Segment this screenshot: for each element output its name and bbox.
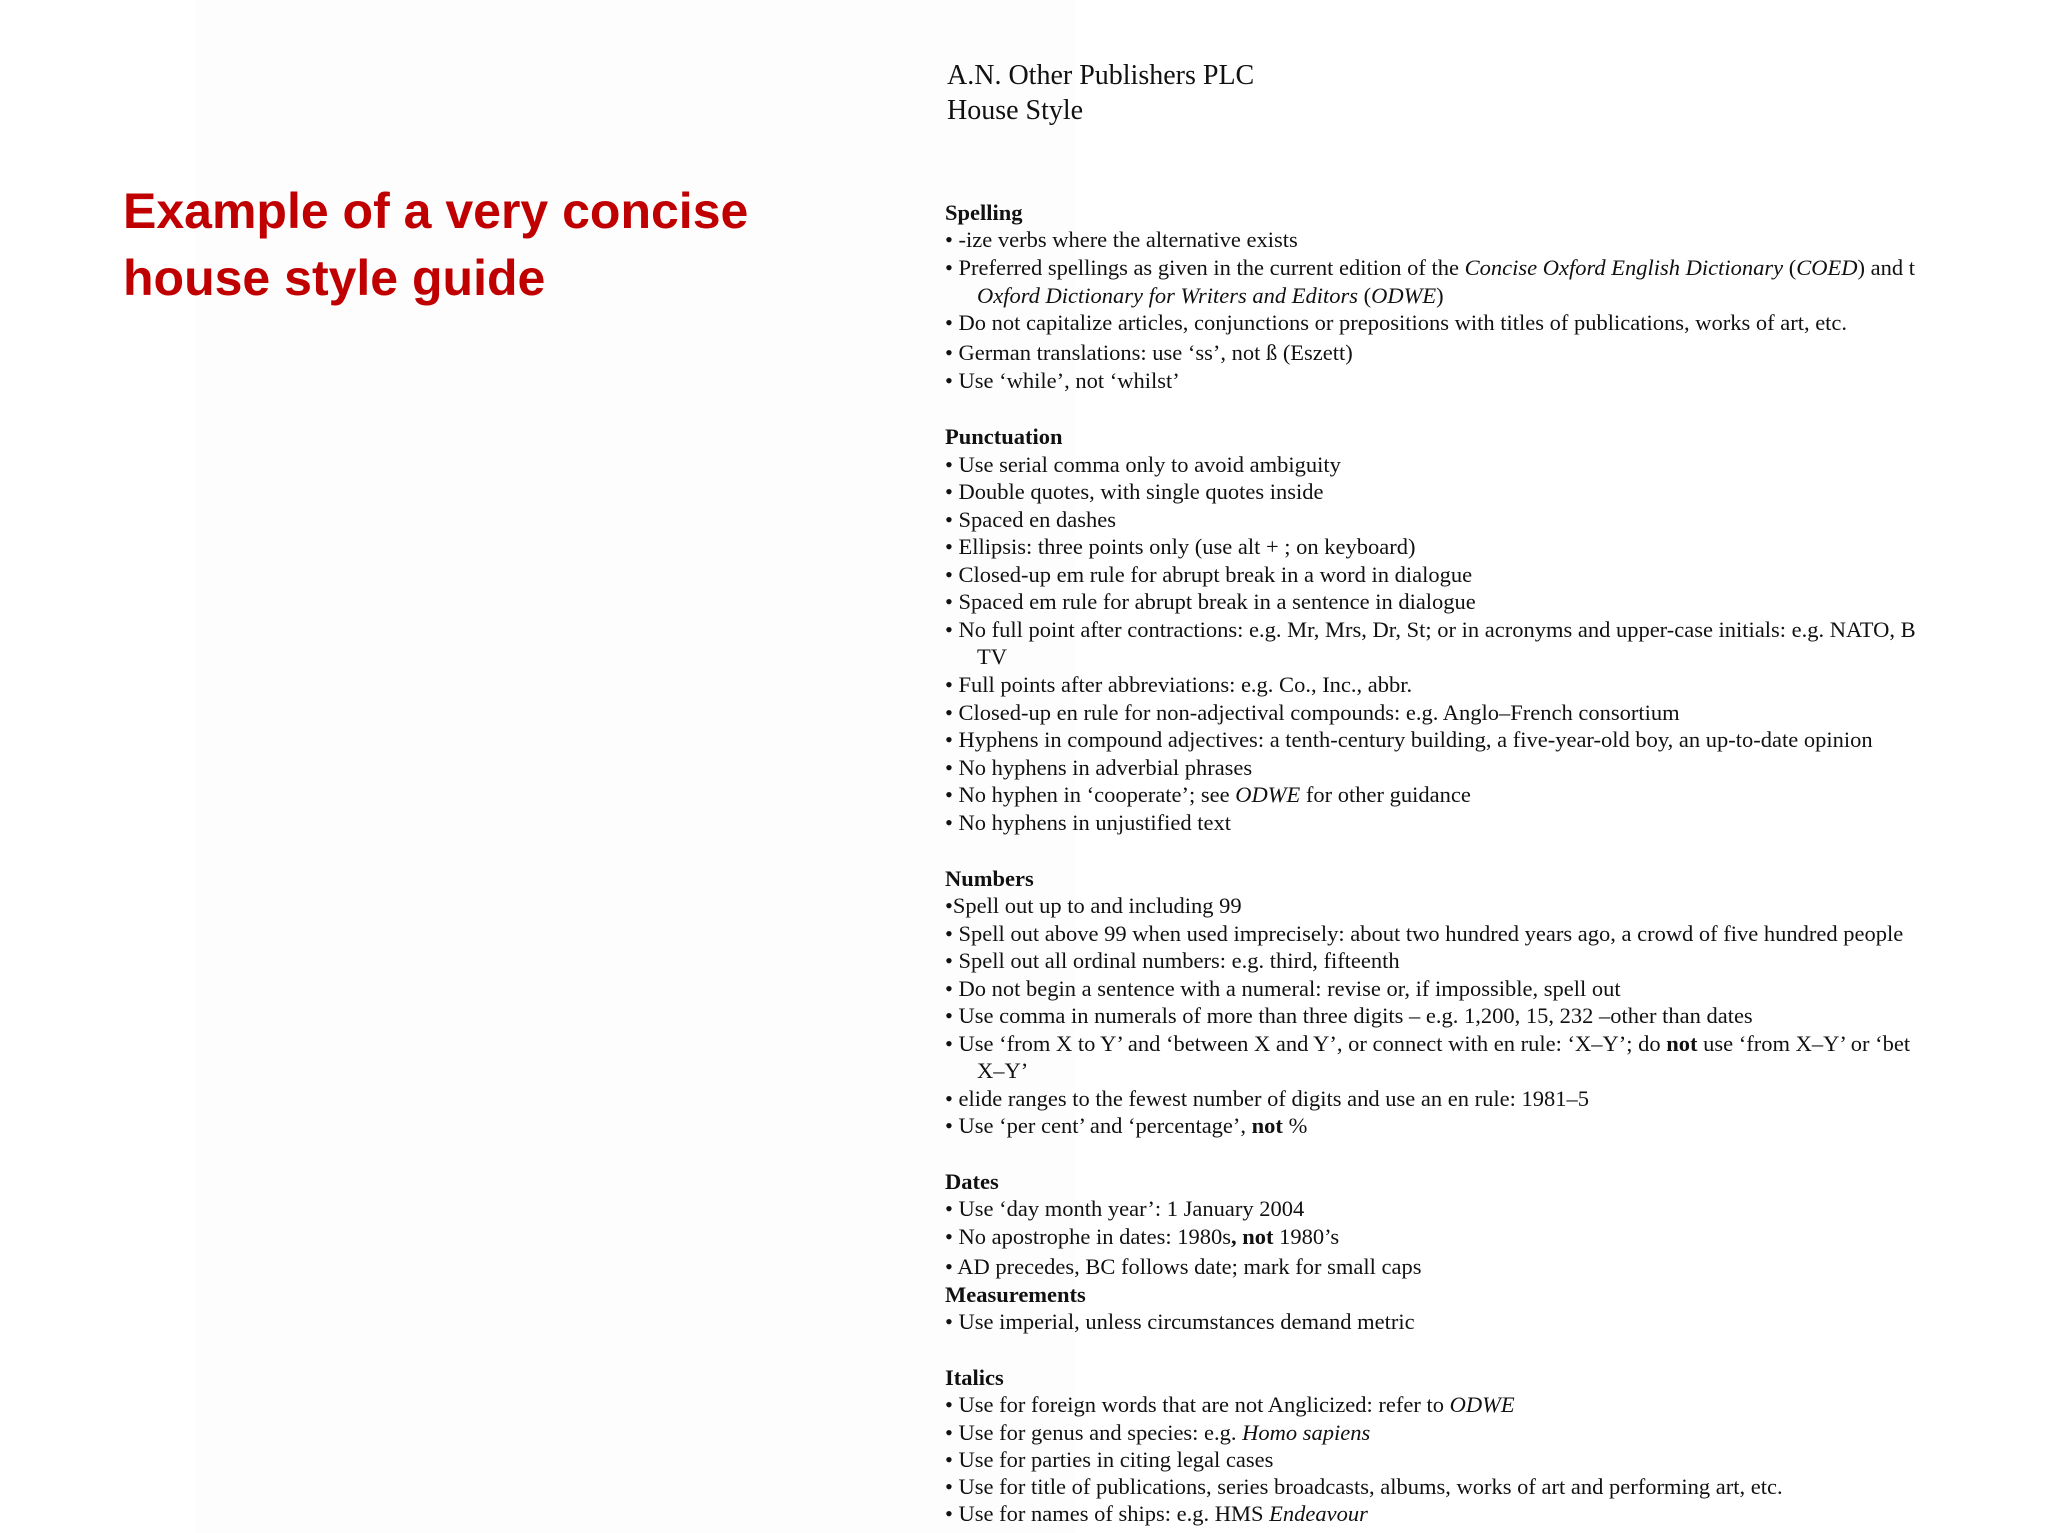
list-item: • Ellipsis: three points only (use alt + ; on keyboard)	[945, 534, 1416, 559]
list-item: • Use serial comma only to avoid ambiguity	[945, 452, 1341, 477]
list-item: • Use for genus and species: e.g. Homo sapiens	[945, 1420, 1371, 1445]
section-heading-spelling: Spelling	[945, 200, 1023, 225]
list-item: • Closed-up en rule for non-adjectival compounds: e.g. Anglo–French consortium	[945, 700, 1680, 725]
list-item: • AD precedes, BC follows date; mark for small caps	[945, 1254, 1422, 1279]
company-name: A.N. Other Publishers PLC	[947, 60, 1255, 91]
slide-title-line: Example of a very concise	[123, 183, 749, 239]
list-item: • No full point after contractions: e.g. Mr, Mrs, Dr, St; or in acronyms and upper-case initials: e.g. NATO, B	[945, 617, 1916, 642]
list-item: • No hyphens in unjustified text	[945, 810, 1231, 835]
list-item: • Use ‘while’, not ‘whilst’	[945, 368, 1180, 393]
list-item: • Spaced em rule for abrupt break in a sentence in dialogue	[945, 589, 1476, 614]
section-heading-dates: Dates	[945, 1169, 999, 1194]
section-heading-measurements: Measurements	[945, 1282, 1086, 1307]
list-item: • -ize verbs where the alternative exists	[945, 227, 1298, 252]
document-subtitle: House Style	[947, 95, 1084, 126]
list-item: • Spaced en dashes	[945, 507, 1116, 532]
list-item-continuation: TV	[977, 644, 1007, 669]
list-item: • Use comma in numerals of more than three digits – e.g. 1,200, 15, 232 –other than dates	[945, 1003, 1753, 1028]
list-item: • elide ranges to the fewest number of digits and use an en rule: 1981–5	[945, 1086, 1589, 1111]
list-item: • Hyphens in compound adjectives: a tenth-century building, a five-year-old boy, an up-to-date opinion	[945, 727, 1873, 752]
slide-title-line: house style guide	[123, 250, 546, 306]
section-heading-numbers: Numbers	[945, 866, 1034, 891]
list-item: • No hyphens in adverbial phrases	[945, 755, 1253, 780]
list-item: • Do not begin a sentence with a numeral: revise or, if impossible, spell out	[945, 976, 1621, 1001]
section-heading-italics: Italics	[945, 1365, 1004, 1390]
list-item: • Spell out above 99 when used imprecisely: about two hundred years ago, a crowd of five hundred people	[945, 921, 1904, 946]
list-item: • No hyphen in ‘cooperate’; see ODWE for other guidance	[945, 782, 1471, 807]
list-item: • German translations: use ‘ss’, not ß (Eszett)	[945, 340, 1353, 365]
list-item: • No apostrophe in dates: 1980s, not 1980’s	[945, 1224, 1340, 1249]
list-item: • Use for title of publications, series broadcasts, albums, works of art and performing art, etc.	[945, 1474, 1783, 1499]
list-item: • Closed-up em rule for abrupt break in a word in dialogue	[945, 562, 1473, 587]
list-item: •Spell out up to and including 99	[945, 893, 1242, 918]
list-item: • Use ‘per cent’ and ‘percentage’, not %	[945, 1113, 1308, 1138]
list-item: • Use for names of ships: e.g. HMS Endeavour	[945, 1501, 1368, 1526]
list-item-continuation: X–Y’	[977, 1058, 1029, 1083]
list-item: • Preferred spellings as given in the current edition of the Concise Oxford English Dictionary (COED) and t	[945, 255, 1915, 280]
list-item: • Double quotes, with single quotes inside	[945, 479, 1324, 504]
section-heading-punctuation: Punctuation	[945, 424, 1063, 449]
list-item: • Full points after abbreviations: e.g. Co., Inc., abbr.	[945, 672, 1413, 697]
list-item: • Use for foreign words that are not Anglicized: refer to ODWE	[945, 1392, 1515, 1417]
list-item: • Do not capitalize articles, conjunctions or prepositions with titles of publications, works of art, etc.	[945, 310, 1848, 335]
list-item: • Use ‘from X to Y’ and ‘between X and Y’, or connect with en rule: ‘X–Y’; do not use ‘from X–Y’ or ‘bet	[945, 1031, 1911, 1056]
list-item: • Spell out all ordinal numbers: e.g. third, fifteenth	[945, 948, 1400, 973]
list-item: • Use imperial, unless circumstances demand metric	[945, 1309, 1415, 1334]
list-item: • Use for parties in citing legal cases	[945, 1447, 1274, 1472]
list-item-continuation: Oxford Dictionary for Writers and Editors (ODWE)	[977, 283, 1444, 308]
list-item: • Use ‘day month year’: 1 January 2004	[945, 1196, 1305, 1221]
